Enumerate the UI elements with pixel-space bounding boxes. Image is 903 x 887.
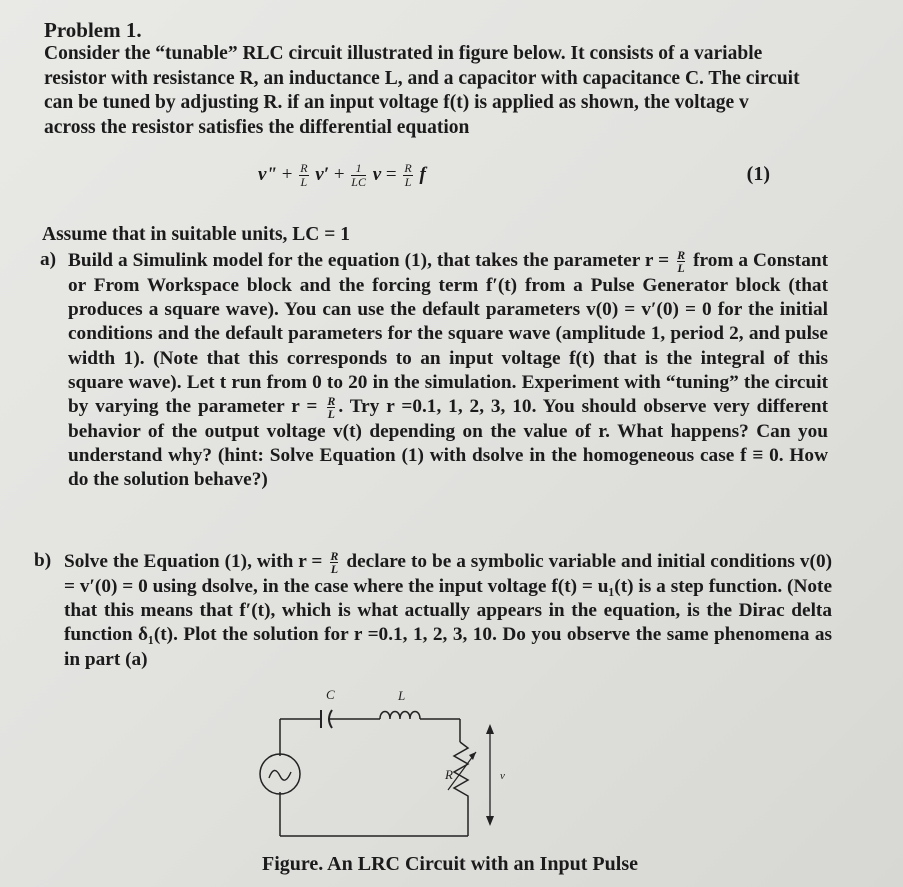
frac-num: R	[327, 394, 336, 409]
part-a-text	[68, 249, 828, 493]
inductor-coil	[380, 712, 420, 720]
eq-frac-num: R	[404, 161, 412, 175]
part-a-text-2: from a Constant or From Workspace block and the forcing term f′(t) from a Pulse Generator block (that produces a square wave). You can use the default parameters v(0) = v′(0) = 0 for the initial conditions and the default parameters for the square wave (amplitude 1, period 2, and pulse width 1). (Note that this corresponds to an input voltage f(t) that is the integral of this square wave). Let t run from 0 to 20 in the simulation. Experiment with “tuning” the circuit by varying the parameter r =	[68, 250, 828, 418]
dsolve-keyword: dsolve	[201, 576, 253, 597]
part-b-text-3: , in the case where the input voltage f(t) = u₁(t) is a step function. (Note that this means that f′(t), which is what actually appears in the equation, is the Dirac delta function δ₁(t). Plot the solution for r =0.1, 1, 2, 3, 10. Do you observe the same phenomena as in part (a)	[64, 576, 833, 670]
eq-plus: +	[333, 163, 345, 185]
frac-num: R	[677, 248, 686, 262]
eq-frac-1-over-lc	[351, 162, 366, 189]
label-voltage: v	[500, 770, 505, 782]
part-a-text-4: in the homogeneous case f ≡ 0. How do the solution behave?)	[68, 445, 828, 491]
frac-den: L	[330, 562, 339, 576]
eq-v: v	[372, 163, 382, 185]
label-resistor: R	[445, 767, 453, 782]
voltage-arrow-down	[486, 816, 494, 826]
inline-frac-r-over-l	[330, 550, 338, 575]
eq-frac-r-over-l-rhs	[403, 162, 412, 189]
inline-frac-r-over-l	[677, 249, 685, 274]
problem-intro: Consider the “tunable” RLC circuit illustrated in figure below. It consists of a variable resistor with resistance R, an inductance L, and a capacitor with capacitance C. The circuit can be tuned by adjusting R. if an input voltage f(t) is applied as shown, the voltage v across the resistor satisfies the differential equation	[44, 43, 800, 138]
voltage-arrow-up	[486, 724, 494, 734]
equation-number: (1)	[746, 163, 770, 185]
part-a-label: a)	[40, 249, 57, 270]
eq-v-prime: v′	[315, 163, 330, 185]
part-a-text-3: . Try r =0.1, 1, 2, 3, 10. You should observe very different behavior of the output voltage v(t) depending on the value of r. What happens? Can you understand why? (hint: Solve Equation (1) with	[68, 396, 829, 467]
resistor-arrow-head	[469, 752, 476, 760]
differential-equation	[258, 162, 426, 189]
eq-f: f	[419, 163, 426, 185]
inline-frac-r-over-l	[327, 395, 335, 420]
eq-frac-den: L	[404, 175, 412, 189]
part-b-text-1: Solve the Equation (1), with r =	[64, 551, 323, 572]
part-b-text	[64, 550, 832, 672]
eq-frac-num: R	[300, 161, 308, 175]
dsolve-keyword: dsolve	[472, 445, 524, 467]
eq-v-double-prime: v"	[258, 163, 277, 185]
problem-title: Problem 1.	[44, 18, 142, 42]
ac-source-icon	[260, 754, 300, 794]
eq-plus: +	[281, 163, 293, 185]
label-inductor: L	[398, 688, 406, 703]
eq-equals: =	[385, 163, 397, 185]
rlc-circuit-diagram	[250, 686, 550, 846]
assumption-line: Assume that in suitable units, LC = 1	[42, 224, 351, 245]
frac-den: L	[677, 261, 685, 275]
eq-frac-num: 1	[351, 162, 366, 176]
eq-frac-den: L	[300, 175, 308, 189]
frac-den: L	[327, 407, 335, 422]
ac-wave-icon	[269, 770, 291, 780]
part-b-label: b)	[34, 550, 52, 571]
part-b-text-2: declare to be a symbolic variable and initial conditions v(0) = v′(0) = 0 using	[64, 551, 833, 597]
figure-caption: Figure. An LRC Circuit with an Input Pulse	[262, 853, 638, 875]
part-a-text-1: Build a Simulink model for the equation (1), that takes the parameter r =	[68, 250, 670, 271]
label-capacitor: C	[326, 687, 335, 702]
eq-frac-r-over-l	[299, 162, 308, 189]
eq-frac-den: LC	[351, 175, 366, 189]
frac-num: R	[330, 549, 339, 563]
